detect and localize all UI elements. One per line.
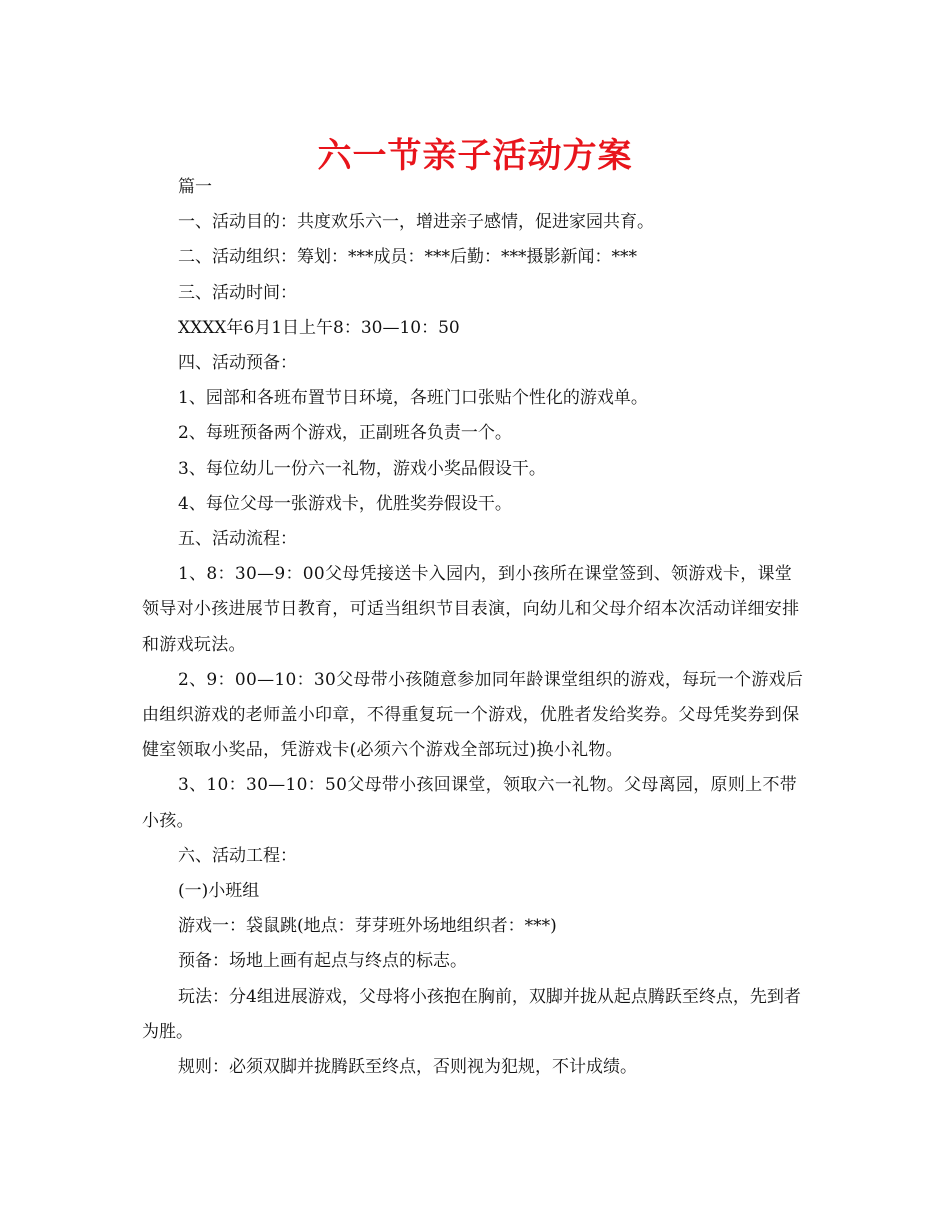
document-title: 六一节亲子活动方案 [317,136,633,176]
paragraph-preparation-1: 1、园部和各班布置节日环境，各班门口张贴个性化的游戏单。 [178,388,648,409]
paragraph-game-one: 游戏一：袋鼠跳(地点：芽芽班外场地组织者：***) [178,916,557,937]
section-label: 篇一 [178,177,212,197]
paragraph-process-3: 3、10：30—10：50父母带小孩回课堂，领取六一礼物。父母离园，原则上不带小孩。 [142,775,798,831]
heading-process: 五、活动流程： [178,529,297,550]
paragraph-process-2: 2、9：00—10：30父母带小孩随意参加同年龄课堂组织的游戏，每玩一个游戏后由组织游戏的老师盖小印章，不得重复玩一个游戏，优胜者发给奖券。父母凭奖券到保健室领取小奖品，凭游戏卡(必须六个游戏全部玩过)换小礼物。 [142,669,804,761]
paragraph-preparation-4: 4、每位父母一张游戏卡，优胜奖券假设干。 [178,493,512,514]
paragraph-preparation-2: 2、每班预备两个游戏，正副班各负责一个。 [178,423,512,444]
paragraph-time: XXXX年6月1日上午8：30—10：50 [178,317,460,338]
paragraph-game-preparation: 预备：场地上画有起点与终点的标志。 [178,951,467,972]
paragraph-process-1: 1、8：30—9：00父母凭接送卡入园内，到小孩所在课堂签到、领游戏卡，课堂领导对小孩进展节日教育，可适当组织节目表演，向幼儿和父母介绍本次活动详细安排和游戏玩法。 [142,564,800,655]
paragraph-organization: 二、活动组织：筹划：***成员：***后勤：***摄影新闻：*** [178,247,637,268]
paragraph-purpose: 一、活动目的：共度欢乐六一，增进亲子感情，促进家园共育。 [178,212,654,233]
heading-projects: 六、活动工程： [178,845,297,866]
heading-preparation: 四、活动预备： [178,353,297,374]
paragraph-preparation-3: 3、每位幼儿一份六一礼物，游戏小奖品假设干。 [178,458,546,479]
heading-small-class: (一)小班组 [178,881,260,902]
paragraph-game-rules: 规则：必须双脚并拢腾跃至终点，否则视为犯规，不计成绩。 [178,1057,637,1078]
document-body [142,170,808,1085]
heading-time: 三、活动时间： [178,282,297,303]
paragraph-game-method: 玩法：分4组进展游戏，父母将小孩抱在胸前，双脚并拢从起点腾跃至终点，先到者为胜。 [142,986,801,1042]
